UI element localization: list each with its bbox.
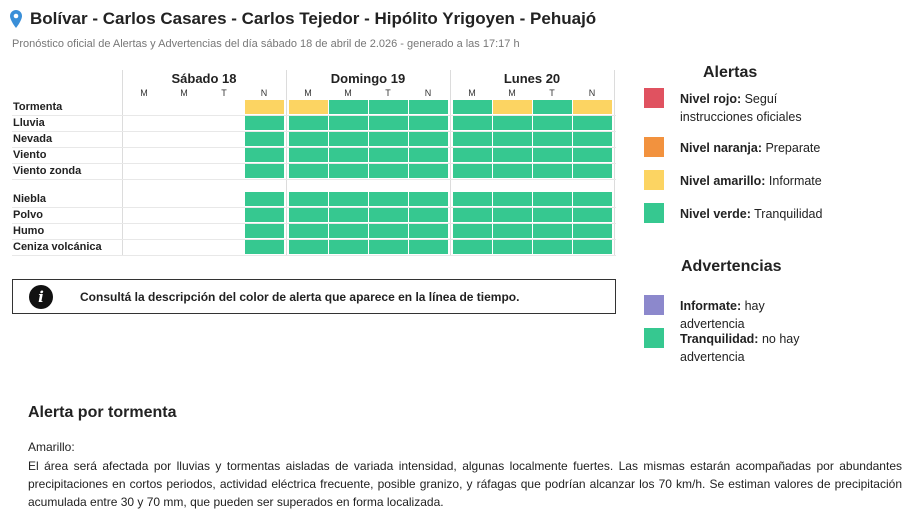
alert-level-cell: [533, 116, 572, 130]
alert-color-swatch: [644, 88, 664, 108]
alert-level-cell: [289, 100, 328, 114]
period-label: M: [508, 88, 516, 98]
alert-level-cell: [409, 132, 448, 146]
day-label: Sábado 18: [171, 71, 237, 86]
alert-level-cell: [533, 164, 572, 178]
alert-color-swatch: [644, 203, 664, 223]
period-label: N: [424, 88, 432, 98]
alert-level-cell: [453, 100, 492, 114]
warning-row-label: Niebla: [13, 193, 47, 205]
info-text: Consultá la descripción del color de alerta que aparece en la línea de tiempo.: [80, 289, 520, 304]
row-separator: [12, 255, 616, 256]
warning-level-cell: [289, 208, 328, 222]
alert-color-swatch: [644, 170, 664, 190]
period-label: M: [304, 88, 312, 98]
alert-legend-item: [644, 205, 830, 223]
alert-level-cell: [329, 164, 368, 178]
alert-legend-item: [644, 172, 830, 190]
alert-level-cell: [533, 100, 572, 114]
alert-level-cell: [245, 164, 284, 178]
alert-detail-level: Amarillo:: [28, 440, 75, 454]
alert-level-cell: [245, 116, 284, 130]
warning-level-cell: [573, 208, 612, 222]
alert-level-cell: [369, 148, 408, 162]
warning-level-cell: [369, 192, 408, 206]
day-label: Domingo 19: [330, 71, 406, 86]
forecast-subtitle: Pronóstico oficial de Alertas y Advertencias del día sábado 18 de abril de 2.026 - generado a las 17:17 h: [12, 38, 520, 50]
alert-level-cell: [409, 148, 448, 162]
warning-level-cell: [453, 208, 492, 222]
warning-level-cell: [329, 224, 368, 238]
alert-level-cell: [409, 116, 448, 130]
warning-level-cell: [245, 240, 284, 254]
alert-level-cell: [493, 100, 532, 114]
alert-detail-description: El área será afectada por lluvias y tormentas aisladas de variada intensidad, algunas localmente fuertes. Las mismas estarán acompañadas por abundantes precipitaciones en cortos periodos, actividad eléctrica frecuente, posible granizo, y ráfagas que podrían alcanzar los 70 km/h. Se estiman valores de precipitación acumulada entre 30 y 70 mm, que pueden ser superados en forma localizada.: [28, 459, 902, 509]
warning-level-cell: [409, 208, 448, 222]
warning-level-cell: [245, 192, 284, 206]
period-label: N: [588, 88, 596, 98]
alert-level-cell: [493, 116, 532, 130]
warning-row-label: Humo: [13, 225, 45, 237]
warning-level-cell: [493, 224, 532, 238]
warning-level-cell: [453, 192, 492, 206]
alert-level-cell: [573, 132, 612, 146]
warning-row-label: Polvo: [13, 209, 43, 221]
warning-level-cell: [409, 240, 448, 254]
warning-legend-text: Informate: hay advertencia: [680, 299, 765, 331]
period-label: T: [385, 88, 391, 98]
period-label: T: [221, 88, 227, 98]
alert-level-cell: [329, 132, 368, 146]
warning-level-cell: [493, 208, 532, 222]
warning-level-cell: [409, 192, 448, 206]
warning-level-cell: [245, 224, 284, 238]
alert-level-cell: [329, 100, 368, 114]
alert-level-cell: [289, 164, 328, 178]
alert-legend-text: Nivel amarillo: Informate: [680, 174, 822, 188]
warning-legend-text: Tranquilidad: no hay advertencia: [680, 332, 800, 364]
alert-level-cell: [329, 116, 368, 130]
warning-legend-item: [644, 297, 830, 333]
warning-level-cell: [493, 240, 532, 254]
alert-level-cell: [453, 132, 492, 146]
alert-row-label: Tormenta: [13, 101, 63, 113]
alert-level-cell: [573, 164, 612, 178]
alert-level-cell: [573, 148, 612, 162]
alert-level-cell: [533, 132, 572, 146]
warning-level-cell: [245, 208, 284, 222]
warning-row-label: Ceniza volcánica: [13, 241, 102, 253]
page-header: [10, 9, 596, 29]
alert-level-cell: [245, 132, 284, 146]
alert-legend-item: [644, 90, 830, 126]
page-title: Bolívar - Carlos Casares - Carlos Tejedor - Hipólito Yrigoyen - Pehuajó: [30, 9, 597, 28]
warning-level-cell: [533, 240, 572, 254]
alert-legend-item: [644, 139, 830, 157]
warning-level-cell: [453, 224, 492, 238]
alert-level-cell: [369, 100, 408, 114]
alert-level-cell: [409, 164, 448, 178]
warning-level-cell: [493, 192, 532, 206]
alert-level-cell: [369, 164, 408, 178]
alert-level-cell: [573, 116, 612, 130]
alert-legend-text: Nivel verde: Tranquilidad: [680, 207, 823, 221]
alert-level-cell: [369, 132, 408, 146]
info-icon: i: [29, 285, 53, 309]
warning-color-swatch: [644, 295, 664, 315]
legend-alerts-title: Alertas: [703, 64, 758, 81]
period-label: T: [549, 88, 555, 98]
warning-level-cell: [573, 224, 612, 238]
warning-level-cell: [289, 192, 328, 206]
row-separator: [12, 179, 616, 180]
alert-color-swatch: [644, 137, 664, 157]
day-label: Lunes 20: [503, 71, 561, 86]
warning-level-cell: [329, 208, 368, 222]
alert-level-cell: [245, 100, 284, 114]
warning-level-cell: [369, 240, 408, 254]
alert-level-cell: [289, 116, 328, 130]
warning-level-cell: [369, 208, 408, 222]
warning-level-cell: [533, 208, 572, 222]
warning-level-cell: [533, 192, 572, 206]
alert-detail-title: Alerta por tormenta: [28, 404, 177, 421]
period-label: M: [468, 88, 476, 98]
warning-level-cell: [329, 240, 368, 254]
period-label: N: [260, 88, 268, 98]
warning-level-cell: [573, 240, 612, 254]
alert-legend-text: Nivel naranja: Preparate: [680, 141, 821, 155]
alert-level-cell: [533, 148, 572, 162]
alert-level-cell: [409, 100, 448, 114]
alert-row-label: Lluvia: [13, 117, 45, 129]
warning-level-cell: [573, 192, 612, 206]
alert-level-cell: [289, 148, 328, 162]
alert-row-label: Nevada: [13, 133, 53, 145]
alert-level-cell: [289, 132, 328, 146]
warning-level-cell: [533, 224, 572, 238]
alert-level-cell: [453, 116, 492, 130]
warning-level-cell: [289, 240, 328, 254]
info-box: [12, 279, 616, 314]
alert-level-cell: [573, 100, 612, 114]
alert-row-label: Viento: [13, 149, 47, 161]
period-label: M: [140, 88, 148, 98]
alert-level-cell: [245, 148, 284, 162]
period-label: M: [344, 88, 352, 98]
period-label: M: [180, 88, 188, 98]
alert-timeline: [12, 70, 616, 260]
alert-level-cell: [493, 132, 532, 146]
alert-level-cell: [369, 116, 408, 130]
legend-warnings-title: Advertencias: [681, 258, 782, 275]
alert-row-label: Viento zonda: [13, 165, 82, 177]
warning-level-cell: [289, 224, 328, 238]
alert-legend-text: Nivel rojo: Seguí instrucciones oficiales: [680, 92, 802, 124]
alert-level-cell: [329, 148, 368, 162]
warning-level-cell: [453, 240, 492, 254]
alert-level-cell: [493, 164, 532, 178]
warning-legend-item: [644, 330, 830, 366]
alert-level-cell: [453, 164, 492, 178]
warning-color-swatch: [644, 328, 664, 348]
alert-level-cell: [493, 148, 532, 162]
location-pin-icon: [10, 10, 22, 28]
warning-level-cell: [329, 192, 368, 206]
alert-level-cell: [453, 148, 492, 162]
warning-level-cell: [369, 224, 408, 238]
warning-level-cell: [409, 224, 448, 238]
